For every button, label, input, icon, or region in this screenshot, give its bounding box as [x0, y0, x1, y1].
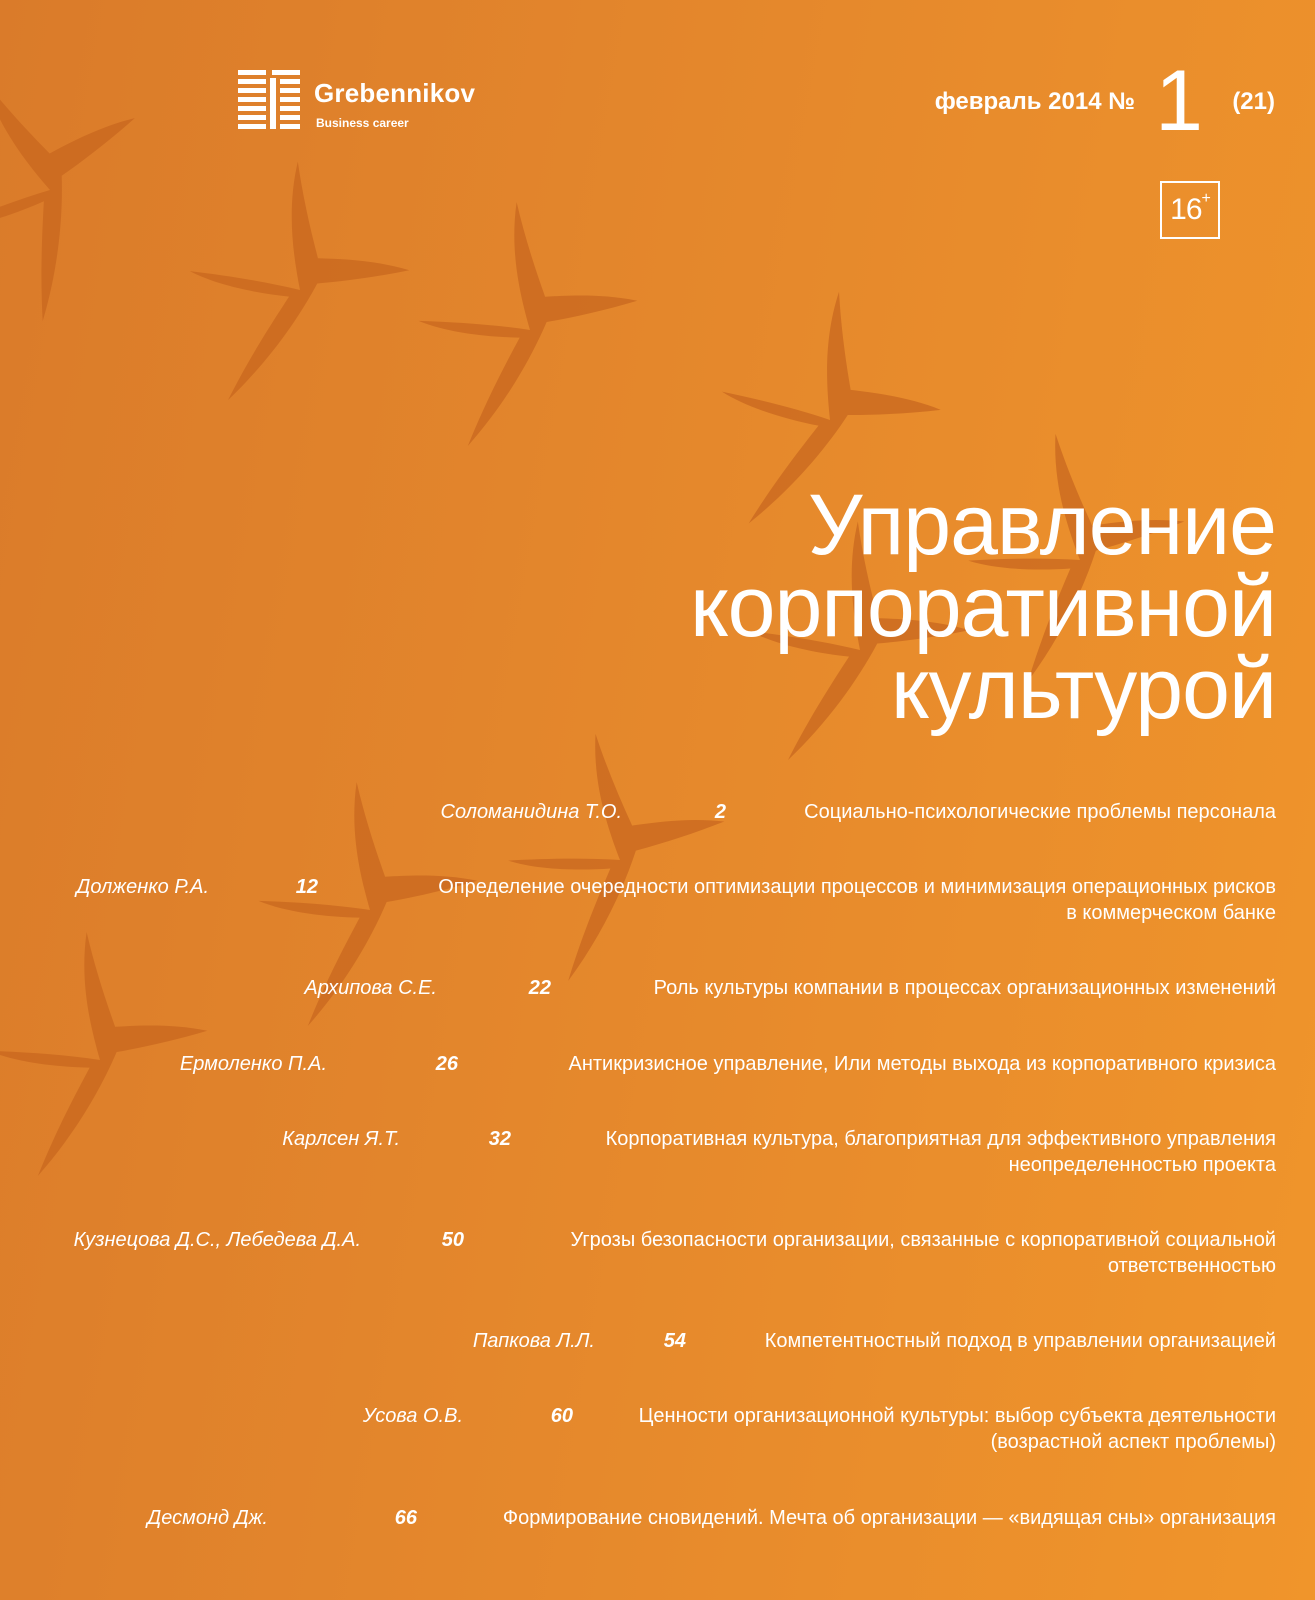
- toc-title-line: Ценности организационной культуры: выбор субъекта деятельности: [638, 1405, 1276, 1427]
- toc-title-line: Компетентностный подход в управлении организацией: [764, 1330, 1276, 1352]
- toc-page: 22: [528, 977, 551, 999]
- toc-row[interactable]: [472, 1328, 1276, 1354]
- toc-author: Долженко Р.А.: [76, 876, 209, 898]
- toc-row[interactable]: [440, 799, 1276, 825]
- publisher-name: Grebennikov: [314, 78, 476, 108]
- toc-page: 66: [394, 1507, 417, 1529]
- toc-author: Карлсен Я.Т.: [282, 1128, 400, 1150]
- toc-row[interactable]: [282, 1126, 1276, 1178]
- publisher-tagline: Business career: [316, 116, 409, 130]
- bird-icon: [153, 140, 431, 443]
- toc-page: 60: [550, 1405, 573, 1427]
- toc-row[interactable]: [304, 975, 1276, 1001]
- magazine-title: [690, 477, 1276, 737]
- toc-row[interactable]: [147, 1505, 1276, 1531]
- building-logo-icon: [238, 70, 304, 132]
- toc-row[interactable]: [76, 874, 1276, 926]
- issue-number: 1: [1155, 53, 1203, 149]
- toc-title-line: Роль культуры компании в процессах организационных изменений: [653, 977, 1276, 999]
- magazine-title-line: корпоративной: [690, 559, 1276, 655]
- toc-title-line: Социально-психологические проблемы персонала: [804, 801, 1276, 823]
- age-rating-plus: +: [1201, 190, 1210, 207]
- toc-title: [571, 1227, 1276, 1279]
- toc-title: [654, 975, 1276, 1001]
- toc-author: Ермоленко П.А.: [179, 1053, 327, 1075]
- bird-icon: [391, 186, 654, 479]
- toc-title-line: Корпоративная культура, благоприятная для эффективного управления: [605, 1128, 1276, 1150]
- issue-total: (21): [1232, 88, 1275, 115]
- toc-page: 12: [295, 876, 318, 898]
- toc-row[interactable]: [179, 1051, 1277, 1077]
- magazine-title-line: культурой: [890, 641, 1276, 737]
- toc-page: 2: [714, 801, 726, 823]
- toc-author: Соломанидина Т.О.: [440, 801, 622, 823]
- issue-info: [855, 53, 1275, 149]
- toc-title-line: в коммерческом банке: [1066, 902, 1276, 924]
- toc-page: 50: [441, 1229, 464, 1251]
- toc-title: [606, 1126, 1276, 1178]
- toc-title-line: (возрастной аспект проблемы): [990, 1431, 1276, 1453]
- publisher-logo[interactable]: [238, 70, 538, 140]
- toc-title: [639, 1403, 1276, 1455]
- toc-title-line: Антикризисное управление, Или методы выхода из корпоративного кризиса: [568, 1053, 1276, 1075]
- toc-author: Десмонд Дж.: [147, 1507, 268, 1529]
- toc-title-line: неопределенностью проекта: [1008, 1154, 1276, 1176]
- toc-title: [569, 1051, 1277, 1077]
- toc-row[interactable]: [362, 1403, 1276, 1455]
- bird-icon: [489, 723, 735, 1003]
- issue-date: февраль 2014 №: [934, 88, 1135, 115]
- bird-icon: [0, 55, 167, 335]
- age-rating-badge: [1160, 181, 1220, 239]
- magazine-title-line: Управление: [807, 477, 1276, 573]
- toc-title-line: ответственностью: [1107, 1255, 1276, 1277]
- toc-title-line: Определение очередности оптимизации процессов и минимизация операционных рисков: [438, 876, 1276, 898]
- age-rating-value: 16: [1170, 193, 1202, 226]
- toc-title: [503, 1505, 1276, 1531]
- toc-page: 26: [435, 1053, 458, 1075]
- toc-title-line: Формирование сновидений. Мечта об организации — «видящая сны» организация: [502, 1507, 1276, 1529]
- toc-page: 32: [488, 1128, 511, 1150]
- toc-author: Папкова Л.Л.: [472, 1330, 595, 1352]
- toc-title-line: Угрозы безопасности организации, связанные с корпоративной социальной: [570, 1229, 1276, 1251]
- toc-author: Архипова С.Е.: [304, 977, 437, 999]
- toc-row[interactable]: [73, 1227, 1276, 1279]
- toc-title: [804, 799, 1276, 825]
- toc-author: Кузнецова Д.С., Лебедева Д.А.: [73, 1229, 361, 1251]
- toc-title: [765, 1328, 1276, 1354]
- toc-page: 54: [663, 1330, 686, 1352]
- toc-author: Усова О.В.: [362, 1405, 463, 1427]
- toc-title: [438, 874, 1276, 926]
